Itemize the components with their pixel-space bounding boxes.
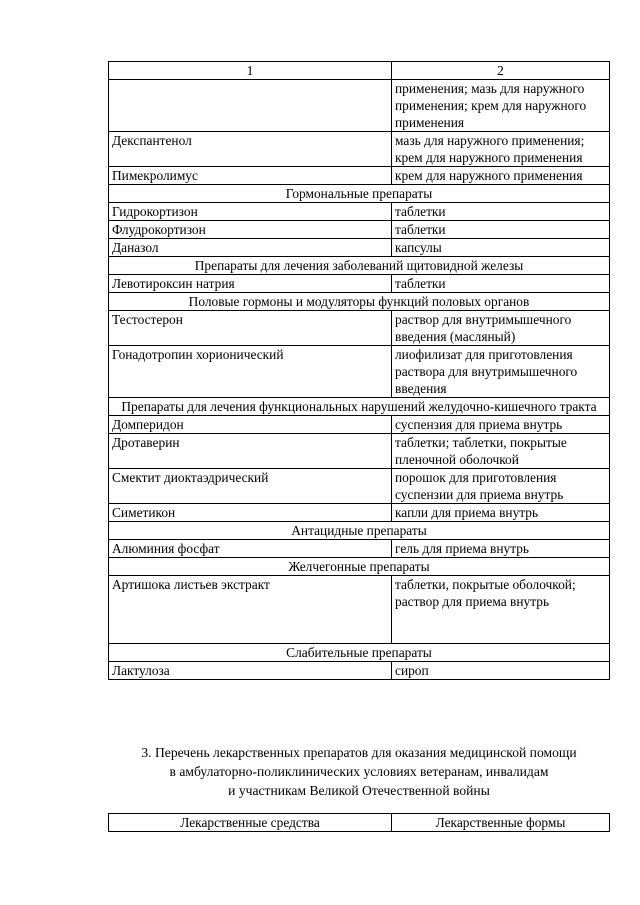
drug-name-cell (109, 80, 392, 132)
column-number-2: 2 (392, 62, 610, 80)
table-row (109, 469, 610, 504)
table-row (109, 311, 610, 346)
dosage-form-cell: лиофилизат для приготовления раствора для внутримышечного введения (392, 346, 610, 398)
dosage-form-cell: крем для наружного применения (392, 167, 610, 185)
table-row (109, 239, 610, 257)
drug-name-cell: Левотироксин натрия (109, 275, 392, 293)
dosage-form-cell: применения; мазь для наружного применения; крем для наружного применения (392, 80, 610, 132)
section-row (109, 293, 610, 311)
section-row (109, 644, 610, 662)
table-row (109, 80, 610, 132)
dosage-form-cell: капсулы (392, 239, 610, 257)
dosage-form-cell: капли для приема внутрь (392, 504, 610, 522)
section-3-title-line: 3. Перечень лекарственных препаратов для оказания медицинской помощи (141, 745, 577, 760)
drug-name-cell: Гидрокортизон (109, 203, 392, 221)
section-heading: Препараты для лечения заболеваний щитовидной железы (109, 257, 610, 275)
dosage-form-cell: таблетки (392, 221, 610, 239)
drug-name-cell: Даназол (109, 239, 392, 257)
drug-name-cell: Дротаверин (109, 434, 392, 469)
table-row (109, 416, 610, 434)
drug-name-cell: Артишока листьев экстракт (109, 576, 392, 644)
table-row (109, 434, 610, 469)
drug-name-cell: Смектит диоктаэдрический (109, 469, 392, 504)
drug-name-cell: Симетикон (109, 504, 392, 522)
section-heading: Желчегонные препараты (109, 558, 610, 576)
table-row (109, 504, 610, 522)
drug-name-cell: Гонадотропин хорионический (109, 346, 392, 398)
section-3-title (108, 743, 610, 800)
drug-name-cell: Тестостерон (109, 311, 392, 346)
drug-name-cell: Декспантенол (109, 132, 392, 167)
dosage-form-cell: таблетки, покрытые оболочкой; раствор для приема внутрь (392, 576, 610, 644)
table-row (109, 662, 610, 680)
drug-name-cell: Лактулоза (109, 662, 392, 680)
section-3-title-line: в амбулаторно-поликлинических условиях ветеранам, инвалидам (169, 764, 549, 779)
dosage-form-cell: таблетки (392, 203, 610, 221)
table-row (109, 203, 610, 221)
section-row (109, 398, 610, 416)
medications-table (108, 61, 610, 680)
section-heading: Препараты для лечения функциональных нарушений желудочно-кишечного тракта (109, 398, 610, 416)
drug-name-cell: Пимекролимус (109, 167, 392, 185)
table-row (109, 576, 610, 644)
drug-name-cell: Флудрокортизон (109, 221, 392, 239)
dosage-form-cell: порошок для приготовления суспензии для приема внутрь (392, 469, 610, 504)
table-row (109, 132, 610, 167)
drug-name-cell: Алюминия фосфат (109, 540, 392, 558)
section-heading: Слабительные препараты (109, 644, 610, 662)
section-row (109, 558, 610, 576)
table-row (109, 346, 610, 398)
column-number-1: 1 (109, 62, 392, 80)
section-row (109, 522, 610, 540)
table-header-row (109, 62, 610, 80)
section-heading: Половые гормоны и модуляторы функций половых органов (109, 293, 610, 311)
dosage-form-cell: раствор для внутримышечного введения (масляный) (392, 311, 610, 346)
table-row (109, 275, 610, 293)
section-heading: Антацидные препараты (109, 522, 610, 540)
table-row (109, 540, 610, 558)
section-3-title-line: и участникам Великой Отечественной войны (228, 783, 490, 798)
dosage-form-cell: таблетки; таблетки, покрытые пленочной оболочкой (392, 434, 610, 469)
table-row (109, 167, 610, 185)
dosage-form-cell: таблетки (392, 275, 610, 293)
section-row (109, 257, 610, 275)
dosage-form-cell: сироп (392, 662, 610, 680)
dosage-form-cell: гель для приема внутрь (392, 540, 610, 558)
dosage-form-cell: мазь для наружного применения; крем для наружного применения (392, 132, 610, 167)
dosage-form-cell: суспензия для приема внутрь (392, 416, 610, 434)
table-header-row (109, 814, 610, 832)
section-heading: Гормональные препараты (109, 185, 610, 203)
section-row (109, 185, 610, 203)
section-3-table (108, 813, 610, 832)
column-header-forms: Лекарственные формы (392, 814, 610, 832)
drug-name-cell: Домперидон (109, 416, 392, 434)
table-row (109, 221, 610, 239)
column-header-drugs: Лекарственные средства (109, 814, 392, 832)
